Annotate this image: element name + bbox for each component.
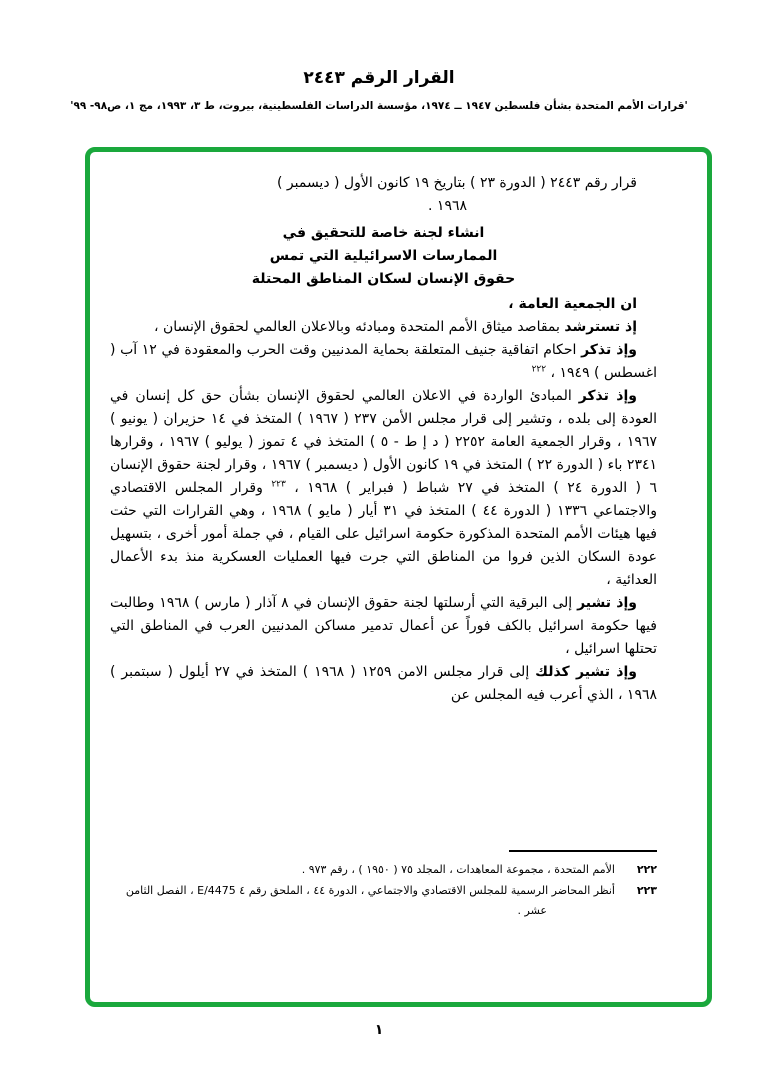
paragraph-lead: إذ تسترشد <box>564 319 637 335</box>
footnote-ref: ٢٢٣ <box>271 479 286 490</box>
resolution-heading <box>110 222 657 291</box>
footnote-marker: ٢٢٣ <box>636 884 657 897</box>
footnotes-section <box>110 850 657 922</box>
resolution-intro <box>110 172 657 218</box>
resolution-paragraph <box>110 339 657 385</box>
source-citation: 'قرارات الأمم المتحدة بشأن فلسطين ١٩٤٧ ــ ١٩٧٤، مؤسسة الدراسات الفلسطينية، بيروت، ط ٣، ١٩٩٣، مج ١، ص٩٨- ٩٩' <box>70 100 688 112</box>
resolution-paragraph <box>110 592 657 661</box>
paragraph-text: احكام اتفاقية جنيف المتعلقة بحماية المدنيين وقت الحرب والمعقودة في ١٢ آب ( اغسطس ) ١٩٤٩ ، <box>110 342 657 381</box>
heading-line-1: انشاء لجنة خاصة للتحقيق في <box>282 225 485 241</box>
footnote-ref: ٢٢٢ <box>531 364 547 375</box>
paragraph-lead: وإذ تذكر <box>581 342 637 358</box>
resolution-paragraphs <box>110 316 657 707</box>
paragraph-text-after: وقرار المجلس الاقتصادي والاجتماعي ١٣٣٦ ( الدورة ٤٤ ) المتخذ في ٣١ أيار ( مايو ) ١٩٦٨ ، وهي القرارات التي حثت فيها هيئات الأمم المتحدة المذكورة حكومة اسرائيل على القيام ، في جملة أمور أخرى ، بتسهيل عودة السكان الذين فروا من المناطق التي جرت فيها العمليات العسكرية منذ بدء الأعمال العدائية ، <box>110 480 657 588</box>
resolution-paragraph <box>110 661 657 707</box>
footnote <box>110 881 657 921</box>
page-title: القرار الرقم ٢٤٤٣ <box>303 68 455 88</box>
resolution-paragraph <box>110 316 657 339</box>
resolution-paragraph <box>110 385 657 592</box>
heading-line-2: الممارسات الاسرائيلية التي تمس <box>269 248 498 264</box>
paragraph-lead: وإذ تشير <box>577 595 637 611</box>
footnotes-list <box>110 860 657 921</box>
intro-line-1: قرار رقم ٢٤٤٣ ( الدورة ٢٣ ) بتاريخ ١٩ كانون الأول ( ديسمبر ) <box>276 175 637 191</box>
preamble-opening: ان الجمعية العامة ، <box>508 296 637 312</box>
paragraph-text: المبادئ الواردة في الاعلان العالمي لحقوق الإنسان بشأن حق كل إنسان في العودة إلى بلده ، وتشير إلى قرار مجلس الأمن ٢٣٧ ( ١٩٦٧ ) المتخذ في ١٤ حزيران ( يونيو ) ١٩٦٧ ، وقرار الجمعية العامة ٢٢٥٢ ( د إ ط - ٥ ) المتخذ في ٤ تموز ( يوليو ) ١٩٦٧ ، وقرارها ٢٣٤١ باء ( الدورة ٢٢ ) المتخذ في ١٩ كانون الأول ( ديسمبر ) ١٩٦٧ ، وقرار لجنة حقوق الإنسان ٦ ( الدورة ٢٤ ) المتخذ في ٢٧ شباط ( فبراير ) ١٩٦٨ ، <box>110 388 657 496</box>
footnote-text: أنظر المحاضر الرسمية للمجلس الاقتصادي والاجتماعي ، الدورة ٤٤ ، الملحق رقم ٤ E/4475 ، الفصل الثامن عشر . <box>125 884 615 917</box>
paragraph-text: إلى قرار مجلس الامن ١٢٥٩ ( ١٩٦٨ ) المتخذ في ٢٧ أيلول ( سبتمبر ) ١٩٦٨ ، الذي أعرب فيه المجلس عن <box>110 664 657 703</box>
footnote-marker: ٢٢٢ <box>636 863 657 876</box>
footnote-divider <box>509 850 657 852</box>
resolution-box <box>85 147 712 1007</box>
footnote <box>110 860 657 880</box>
paragraph-text: بمقاصد ميثاق الأمم المتحدة ومبادئه وبالاعلان العالمي لحقوق الإنسان ، <box>154 319 565 335</box>
intro-line-2: ١٩٦٨ . <box>428 198 467 214</box>
page-number: ١ <box>374 1022 384 1038</box>
paragraph-lead: وإذ تذكر <box>578 388 637 404</box>
footnote-text: الأمم المتحدة ، مجموعة المعاهدات ، المجلد ٧٥ ( ١٩٥٠ ) ، رقم ٩٧٣ . <box>301 863 615 876</box>
paragraph-text: إلى البرقية التي أرسلتها لجنة حقوق الإنسان في ٨ آذار ( مارس ) ١٩٦٨ وطالبت فيها حكومة اسرائيل بالكف فوراً عن أعمال تدمير مساكن المدنيين العرب في المناطق التي تحتلها اسرائيل ، <box>110 595 657 657</box>
heading-line-3: حقوق الإنسان لسكان المناطق المحتلة <box>251 271 516 287</box>
paragraph-lead: وإذ تشير كذلك <box>535 664 637 680</box>
